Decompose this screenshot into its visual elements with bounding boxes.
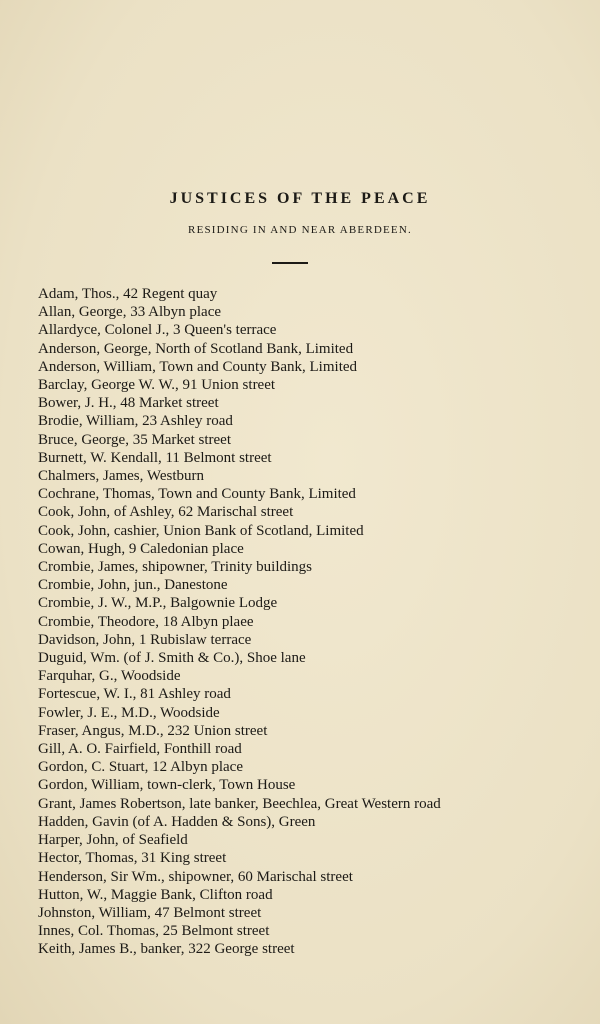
list-item: Cook, John, cashier, Union Bank of Scotland, Limited xyxy=(38,522,364,539)
list-item: Innes, Col. Thomas, 25 Belmont street xyxy=(38,923,270,940)
list-item: Crombie, Theodore, 18 Albyn plaee xyxy=(38,613,254,630)
list-item: Hector, Thomas, 31 King street xyxy=(38,850,227,867)
list-item: Chalmers, James, Westburn xyxy=(38,468,204,485)
list-item: Hadden, Gavin (of A. Hadden & Sons), Green xyxy=(38,813,316,830)
list-item: Allan, George, 33 Albyn place xyxy=(38,304,222,321)
list-item: Adam, Thos., 42 Regent quay xyxy=(38,286,218,302)
list-item: Johnston, William, 47 Belmont street xyxy=(38,904,262,921)
list-item: Gordon, C. Stuart, 12 Albyn place xyxy=(38,759,243,776)
list-item: Davidson, John, 1 Rubislaw terrace xyxy=(38,631,252,648)
list-item: Barclay, George W. W., 91 Union street xyxy=(38,377,276,394)
list-item: Duguid, Wm. (of J. Smith & Co.), Shoe lane xyxy=(38,650,306,667)
list-item: Crombie, John, jun., Danestone xyxy=(38,577,228,594)
list-item: Brodie, William, 23 Ashley road xyxy=(38,413,233,430)
list-item: Burnett, W. Kendall, 11 Belmont street xyxy=(38,449,272,466)
list-item: Crombie, James, shipowner, Trinity buildings xyxy=(38,559,312,576)
list-item: Fowler, J. E., M.D., Woodside xyxy=(38,704,220,721)
list-item: Harper, John, of Seafield xyxy=(38,832,188,849)
title-divider xyxy=(272,262,308,264)
list-item: Crombie, J. W., M.P., Balgownie Lodge xyxy=(38,595,278,612)
list-item: Bower, J. H., 48 Market street xyxy=(38,395,219,412)
page-subtitle: RESIDING IN AND NEAR ABERDEEN. xyxy=(188,224,412,236)
list-item: Gill, A. O. Fairfield, Fonthill road xyxy=(38,741,242,758)
justices-list xyxy=(38,285,558,959)
list-item: Hutton, W., Maggie Bank, Clifton road xyxy=(38,886,273,903)
list-item: Fortescue, W. I., 81 Ashley road xyxy=(38,686,231,703)
page-title: JUSTICES OF THE PEACE xyxy=(169,190,431,207)
list-item: Farquhar, G., Woodside xyxy=(38,668,181,685)
list-item: Gordon, William, town-clerk, Town House xyxy=(38,777,296,794)
list-item: Cook, John, of Ashley, 62 Marischal street xyxy=(38,504,294,521)
list-item: Fraser, Angus, M.D., 232 Union street xyxy=(38,722,268,739)
list-item: Anderson, William, Town and County Bank, Limited xyxy=(38,358,358,375)
list-item: Anderson, George, North of Scotland Bank, Limited xyxy=(38,340,354,357)
list-item: Bruce, George, 35 Market street xyxy=(38,431,231,448)
list-item: Henderson, Sir Wm., shipowner, 60 Marischal street xyxy=(38,868,353,885)
list-item: Grant, James Robertson, late banker, Beechlea, Great Western road xyxy=(38,795,441,812)
list-item: Cochrane, Thomas, Town and County Bank, Limited xyxy=(38,486,356,503)
list-item: Keith, James B., banker, 322 George street xyxy=(38,941,295,958)
list-item: Cowan, Hugh, 9 Caledonian place xyxy=(38,540,244,557)
list-item: Allardyce, Colonel J., 3 Queen's terrace xyxy=(38,322,277,339)
